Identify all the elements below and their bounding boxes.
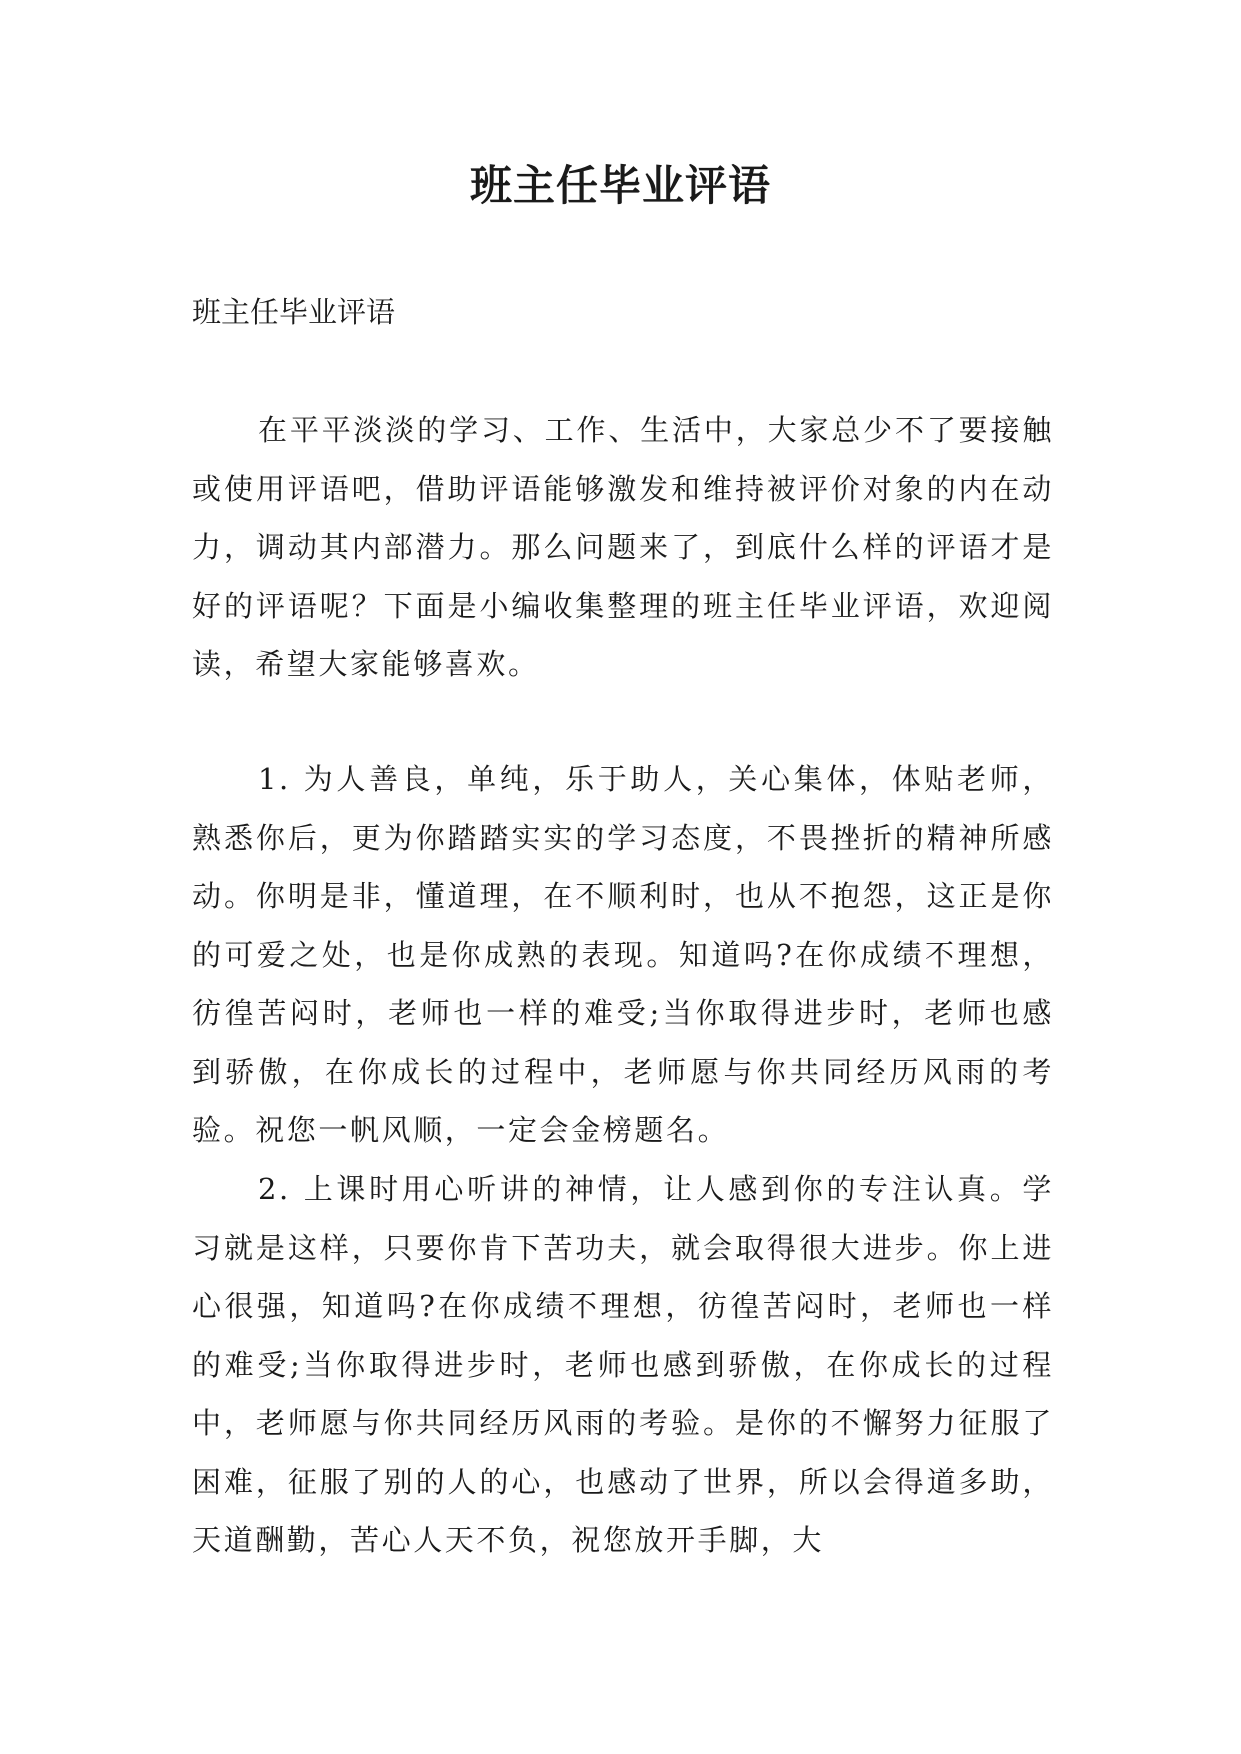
document-subtitle: 班主任毕业评语 xyxy=(192,295,396,329)
intro-paragraph: 在平平淡淡的学习、工作、生活中，大家总少不了要接触或使用评语吧，借助评语能够激发和维持被评价对象的内在动力，调动其内部潜力。那么问题来了，到底什么样的评语才是好的评语呢？下面是小编收集整理的班主任毕业评语，欢迎阅读，希望大家能够喜欢。 xyxy=(192,413,1054,681)
comment-item-2: 2. 上课时用心听讲的神情，让人感到你的专注认真。学习就是这样，只要你肯下苦功夫，就会取得很大进步。你上进心很强，知道吗?在你成绩不理想，彷徨苦闷时，老师也一样的难受;当你取得进步时，老师也感到骄傲，在你成长的过程中，老师愿与你共同经历风雨的考验。是你的不懈努力征服了困难，征服了别的人的心，也感动了世界，所以会得道多助，天道酬勤，苦心人天不负，祝您放开手脚，大 xyxy=(192,1172,1054,1557)
document-title: 班主任毕业评语 xyxy=(469,161,771,210)
comment-item-1: 1. 为人善良，单纯，乐于助人，关心集体，体贴老师，熟悉你后，更为你踏踏实实的学习态度，不畏挫折的精神所感动。你明是非，懂道理，在不顺利时，也从不抱怨，这正是你的可爱之处，也是你成熟的表现。知道吗?在你成绩不理想，彷徨苦闷时，老师也一样的难受;当你取得进步时，老师也感到骄傲，在你成长的过程中，老师愿与你共同经历风雨的考验。祝您一帆风顺，一定会金榜题名。 xyxy=(192,762,1054,1147)
